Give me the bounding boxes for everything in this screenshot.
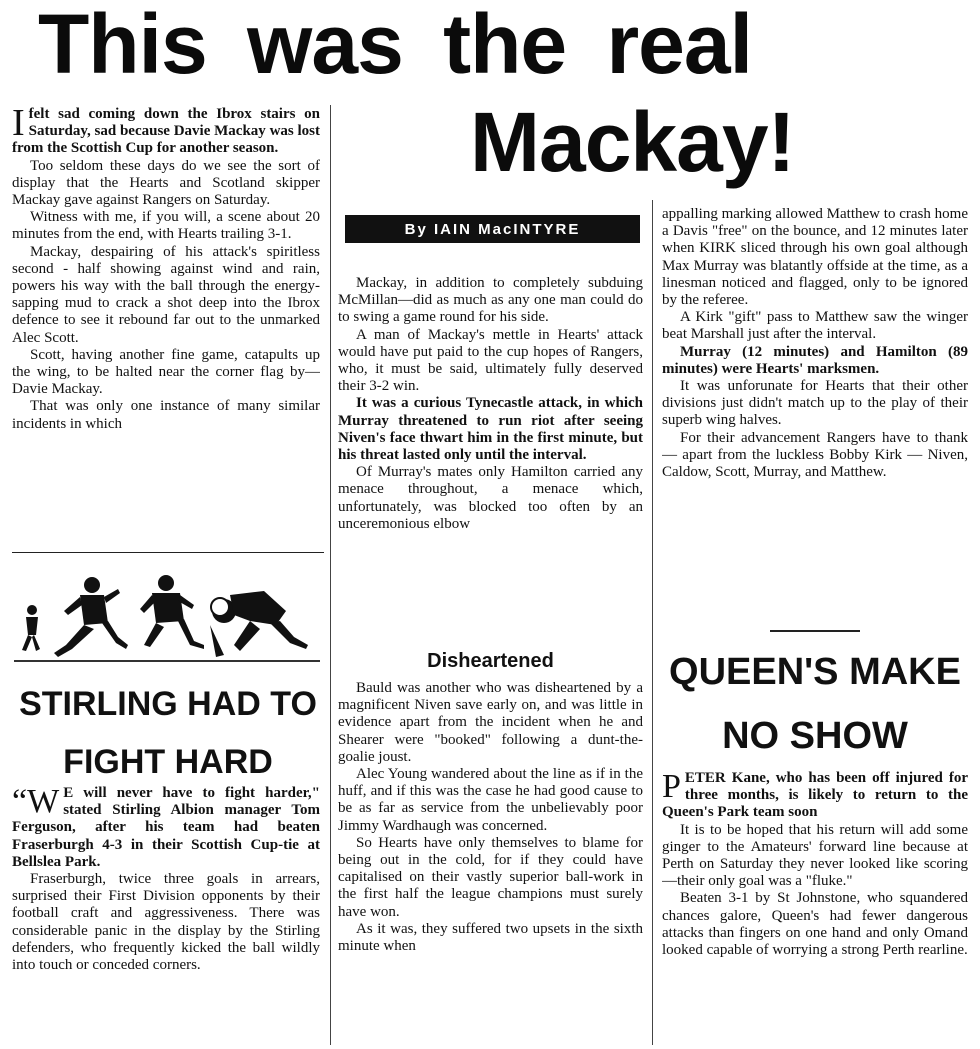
paragraph: Witness with me, if you will, a scene about 20 minutes from the end, with Hearts trailing 3-1.: [12, 209, 320, 243]
paragraph: Murray (12 minutes) and Hamilton (89 minutes) were Hearts' marksmen.: [662, 343, 968, 377]
drop-cap: P: [662, 770, 681, 805]
paragraph: Alec Young wandered about the line as if in the huff, and if this was the case he had good cause to be as far as service from the unbelievably poor Jimmy Wardhaugh was concerned.: [338, 766, 643, 834]
stirling-headline-line2: FIGHT HARD: [63, 743, 273, 781]
paragraph: Scott, having another fine game, catapults up the wing, to be halted near the corner flag by—Davie Mackay.: [12, 346, 320, 398]
paragraph: appalling marking allowed Matthew to crash home a Davis "free" on the bounce, and 12 minutes later when KIRK sliced through his own goal although Max Murray was blatantly offside at the time, as a linesman noticed and flagged, only to be ignored by the referee.: [662, 206, 968, 309]
drop-cap: I: [12, 106, 25, 144]
paragraph: Bauld was another who was disheartened by a magnificent Niven save early on, and was little in evidence apart from the incident when he and Shearer were "booked" following a dunt-the-goalie joust.: [338, 680, 643, 765]
paragraph: Beaten 3-1 by St Johnstone, who squandered chances galore, Queen's had fewer dangerous attacks than fingers on one hand and only Omand looked capable of worrying a strong Perth rearline.: [662, 890, 968, 959]
article-column-2b: [338, 680, 643, 1046]
stirling-lead: “W E will never have to fight harder," stated Stirling Albion manager Tom Ferguson, after his team had beaten Fraserburgh 4-3 in their Scottish Cup-tie at Bellslea Park.: [12, 785, 320, 870]
paragraph: That was only one instance of many similar incidents in which: [12, 398, 320, 432]
byline: By IAIN MacINTYRE: [345, 215, 640, 243]
column-divider: [652, 200, 653, 1045]
paragraph: So Hearts have only themselves to blame for being out in the cold, for if they could have capitalised on their vastly superior ball-work in the first half the league champions must surely have won.: [338, 834, 643, 920]
paragraph: A man of Mackay's mettle in Hearts' attack would have put paid to the cup hopes of Rangers, who, it must be said, ultimately fully deserved their 3-2 win.: [338, 326, 643, 395]
stirling-headline: [12, 675, 324, 791]
section-rule: [770, 630, 860, 632]
article-lead: Ifelt sad coming down the Ibrox stairs on Saturday, sad because Davie Mackay was lost from the Scottish Cup for another season.: [12, 106, 320, 157]
paragraph: As it was, they suffered two upsets in the sixth minute when: [338, 920, 643, 955]
column-divider: [330, 105, 331, 1045]
drop-cap: W: [27, 785, 60, 820]
paragraph: A Kirk "gift" pass to Matthew saw the winger beat Marshall just after the interval.: [662, 309, 968, 343]
main-headline-line2: Mackay!: [470, 95, 795, 189]
paragraph: It is to be hoped that his return will add some ginger to the Amateurs' forward line because at Perth on Saturday they never looked like scoring—their only goal was a "fluke.": [662, 821, 968, 890]
article-column-2: [338, 275, 643, 645]
paragraph: Fraserburgh, twice three goals in arrears, surprised their First Division opponents by their football craft and aggressiveness. There was considerable panic in the display by the Stirling defenders, who frequently kicked the ball wildly into touch or conceded corners.: [12, 871, 320, 974]
queens-article: [662, 770, 968, 1046]
column-1-bottom-rule: [12, 552, 324, 553]
subhead-disheartened: Disheartened: [427, 650, 554, 672]
queens-headline-line2: NO SHOW: [722, 715, 908, 757]
paragraph: Mackay, despairing of his attack's spiritless second - half showing against wind and rain, powers his way with the ball through the energy-sapping mud to crack a shot deep into the Ibrox defence to see it rebound far out to the unmarked Alec Scott.: [12, 243, 320, 346]
paragraph: Too seldom these days do we see the sort of display that the Hearts and Scotland skipper Mackay gave against Rangers on Saturday.: [12, 157, 320, 209]
article-column-1: [12, 106, 320, 546]
queens-lead: PETER Kane, who has been off injured for three months, is likely to return to the Queen's Park team soon: [662, 770, 968, 821]
queens-headline-line1: QUEEN'S MAKE: [669, 651, 961, 693]
stirling-article: [12, 785, 320, 1047]
paragraph: It was a curious Tynecastle attack, in which Murray threatened to run riot after seeing Niven's face thwart him in the first minute, but his threat lasted only until the interval.: [338, 395, 643, 464]
article-column-3: [662, 206, 968, 618]
paragraph: For their advancement Rangers have to thank — apart from the luckless Bobby Kirk — Niven, Caldow, Scott, Murray, and Matthew.: [662, 429, 968, 481]
footballers-illustration: [14, 565, 320, 665]
main-headline-line1: This was the real: [38, 0, 752, 91]
stirling-headline-line1: STIRLING HAD TO: [19, 685, 317, 723]
queens-headline: [662, 640, 968, 768]
paragraph: Mackay, in addition to completely subduing McMillan—did as much as any one man could do to swing a game round for his side.: [338, 275, 643, 326]
paragraph: It was unforunate for Hearts that their other divisions just didn't match up to the play of their superb wing halves.: [662, 378, 968, 429]
paragraph: Of Murray's mates only Hamilton carried any menace throughout, a menace which, unfortunately, was blocked too often by an unceremonious elbow: [338, 464, 643, 532]
